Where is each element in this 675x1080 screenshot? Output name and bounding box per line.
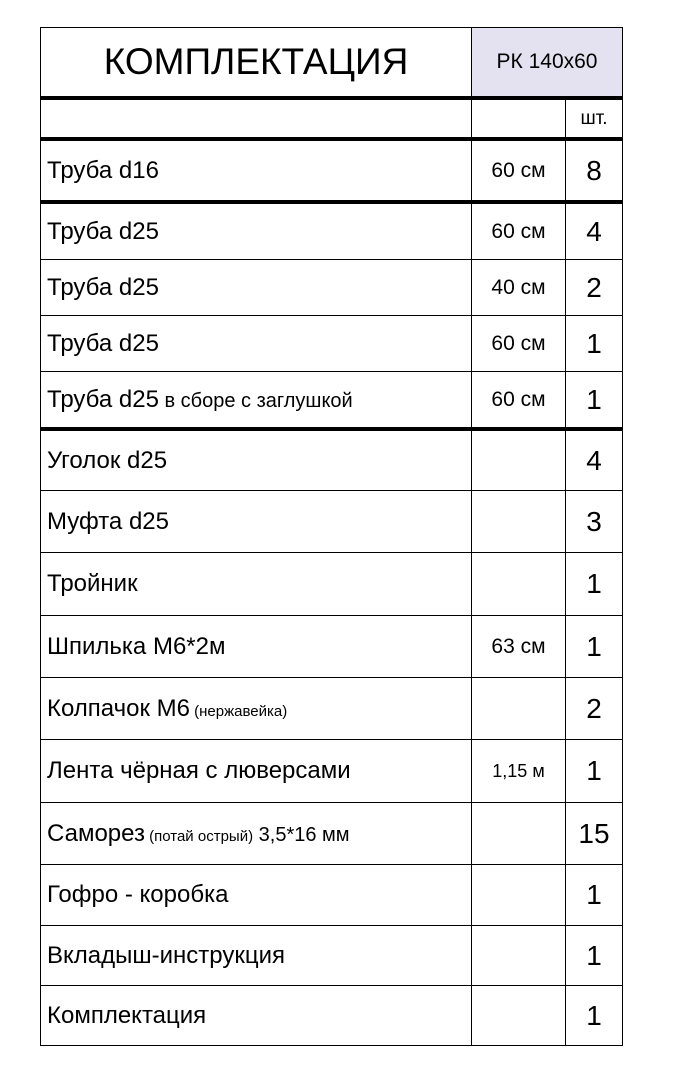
item-length [472,865,566,926]
item-qty: 8 [566,139,623,202]
item-length: 63 см [472,616,566,678]
kit-table [40,27,623,1046]
item-name: Муфта d25 [41,491,472,553]
item-length [472,803,566,865]
model-label: РК 140х60 [472,28,623,99]
item-qty: 1 [566,986,623,1046]
table-row [41,260,623,316]
table-row [41,740,623,803]
item-qty: 2 [566,678,623,740]
table-row [41,678,623,740]
item-name: Тройник [41,553,472,616]
table-row [41,865,623,926]
item-length: 40 см [472,260,566,316]
table-row [41,372,623,430]
item-note: (нержавейка) [189,702,288,720]
item-name: Шпилька М6*2м [41,616,472,678]
item-qty: 1 [566,372,623,430]
item-length [472,429,566,491]
item-length [472,926,566,986]
item-qty: 1 [566,740,623,803]
item-qty: 1 [566,316,623,372]
item-qty: 15 [566,803,623,865]
table-row [41,202,623,260]
item-length [472,553,566,616]
item-name: Труба d25 [41,202,472,260]
item-name: Труба d25 в сборе с заглушкой [41,372,472,430]
item-length: 60 см [472,202,566,260]
item-qty: 1 [566,616,623,678]
blank-cell [472,98,566,139]
item-name: Комплектация [41,986,472,1046]
item-name: Уголок d25 [41,429,472,491]
item-name: Труба d16 [41,139,472,202]
item-size: 3,5*16 мм [253,823,350,846]
title-row [41,28,623,99]
table-row [41,316,623,372]
table-row [41,803,623,865]
item-length: 60 см [472,139,566,202]
item-note: (потай острый) [144,827,254,845]
table-row [41,553,623,616]
item-length: 1,15 м [472,740,566,803]
table-row [41,986,623,1046]
table-row [41,926,623,986]
blank-cell [41,98,472,139]
item-qty: 1 [566,553,623,616]
item-name: Лента чёрная с люверсами [41,740,472,803]
item-name: Вкладыш-инструкция [41,926,472,986]
table-row [41,139,623,202]
item-length [472,678,566,740]
table-row [41,491,623,553]
item-name: Саморез (потай острый) 3,5*16 мм [41,803,472,865]
item-name: Труба d25 [41,316,472,372]
item-note: в сборе с заглушкой [158,389,353,412]
item-qty: 4 [566,202,623,260]
page-title: КОМПЛЕКТАЦИЯ [41,28,472,99]
unit-label: шт. [566,98,623,139]
unit-row [41,98,623,139]
table-row [41,429,623,491]
item-qty: 1 [566,865,623,926]
item-qty: 2 [566,260,623,316]
item-name: Колпачок М6 (нержавейка) [41,678,472,740]
item-name: Труба d25 [41,260,472,316]
item-length [472,491,566,553]
item-qty: 4 [566,429,623,491]
item-length: 60 см [472,316,566,372]
item-name: Гофро - коробка [41,865,472,926]
table-row [41,616,623,678]
item-qty: 3 [566,491,623,553]
item-length [472,986,566,1046]
item-length: 60 см [472,372,566,430]
item-qty: 1 [566,926,623,986]
